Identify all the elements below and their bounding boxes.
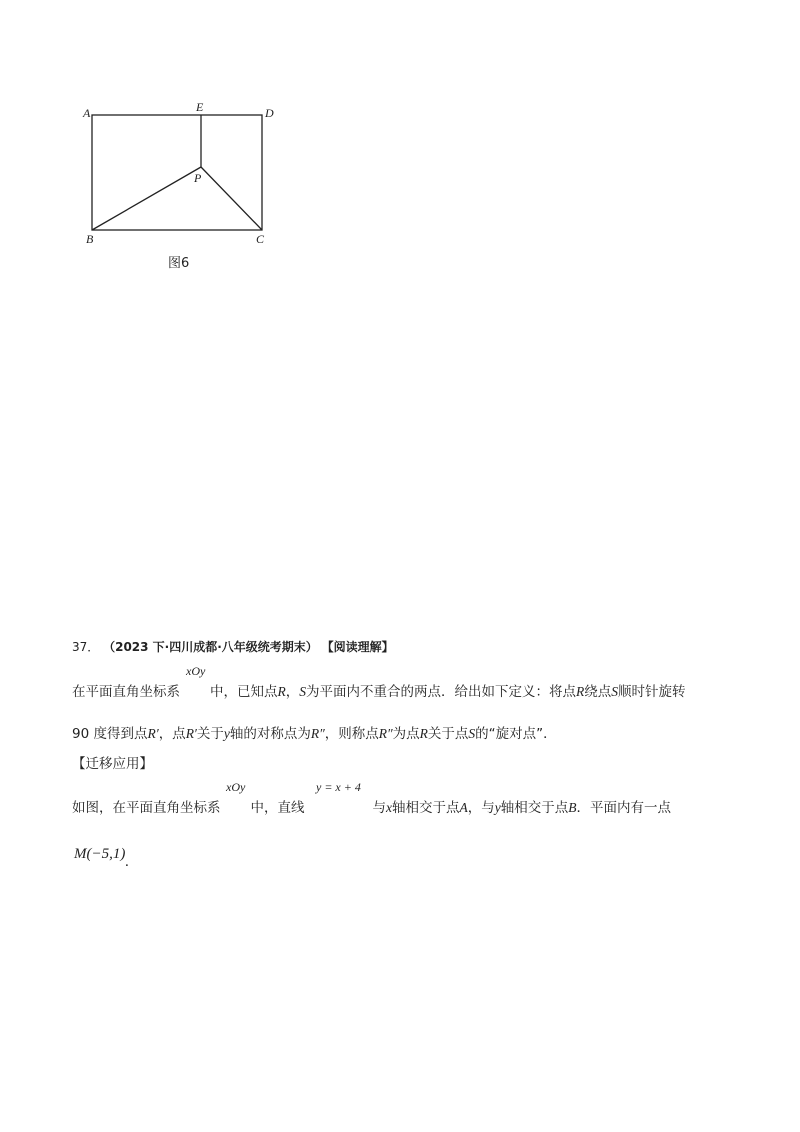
var-y: y [223, 726, 230, 741]
segment-pc [201, 167, 262, 230]
label-b: B [86, 232, 94, 246]
figure-caption: 图6 [168, 256, 190, 271]
text: 关于点 [427, 726, 469, 742]
text: 为平面内不重合的两点．给出如下定义：将点 [306, 684, 576, 700]
text: 中，直线 [250, 800, 305, 816]
period: . [125, 854, 130, 870]
var-s: S [299, 684, 306, 699]
problem-source: （2023 下·四川成都·八年级统考期末） [103, 640, 318, 654]
text: ，点 [158, 726, 186, 742]
text: 轴相交于点 [392, 800, 460, 816]
text: 轴的对称点为 [229, 726, 311, 742]
label-c: C [256, 232, 265, 246]
var-r: R [277, 684, 286, 699]
var-r-double-prime: R″ [310, 726, 325, 741]
coord-system-label-2: xOy [226, 780, 246, 794]
var-r-double-prime: R″ [378, 726, 393, 741]
paragraph-line-3 [72, 796, 671, 816]
section-tag-transfer: 【迁移应用】 [72, 756, 153, 772]
point-m [74, 846, 130, 870]
var-y: y [494, 800, 501, 815]
label-a: A [83, 106, 91, 120]
text: 中，已知点 [210, 684, 278, 700]
text: 轴相交于点 [500, 800, 569, 816]
var-b: B [568, 800, 577, 815]
problem-tag: 【阅读理解】 [321, 640, 394, 654]
rectangle-abcd [92, 115, 262, 230]
text: ， [285, 684, 300, 700]
segment-pb [92, 167, 201, 230]
problem-header [72, 638, 394, 655]
text: 顺时针旋转 [618, 684, 686, 700]
text: 与 [372, 800, 386, 816]
label-e: E [196, 100, 204, 114]
geometry-figure [80, 100, 280, 250]
paragraph-line-2 [72, 722, 557, 742]
text: 关于 [196, 726, 224, 742]
line-equation: y = x + 4 [316, 780, 361, 794]
text: 90 度得到点 [72, 726, 148, 742]
paragraph-line-1 [72, 680, 686, 700]
text: 为点 [392, 726, 420, 742]
point-m-coords: M(−5,1) [74, 846, 126, 862]
var-x: x [386, 800, 392, 815]
label-p: P [194, 171, 202, 185]
problem-number: 37． [72, 640, 100, 654]
text: ，与 [467, 800, 495, 816]
text: 在平面直角坐标系 [72, 684, 180, 700]
text: ，则称点 [324, 726, 379, 742]
var-r: R [576, 684, 585, 699]
text: 的“旋对点”． [475, 726, 557, 742]
var-s: S [611, 684, 618, 699]
text: ．平面内有一点 [576, 800, 671, 816]
var-s: S [468, 726, 476, 741]
var-r-prime: R′ [147, 726, 159, 741]
var-r: R [419, 726, 428, 741]
coord-system-label: xOy [186, 664, 206, 678]
var-a: A [459, 800, 468, 815]
var-r-prime: R′ [185, 726, 197, 741]
text: 如图，在平面直角坐标系 [72, 800, 221, 816]
text: 绕点 [584, 684, 612, 700]
label-d: D [265, 106, 274, 120]
